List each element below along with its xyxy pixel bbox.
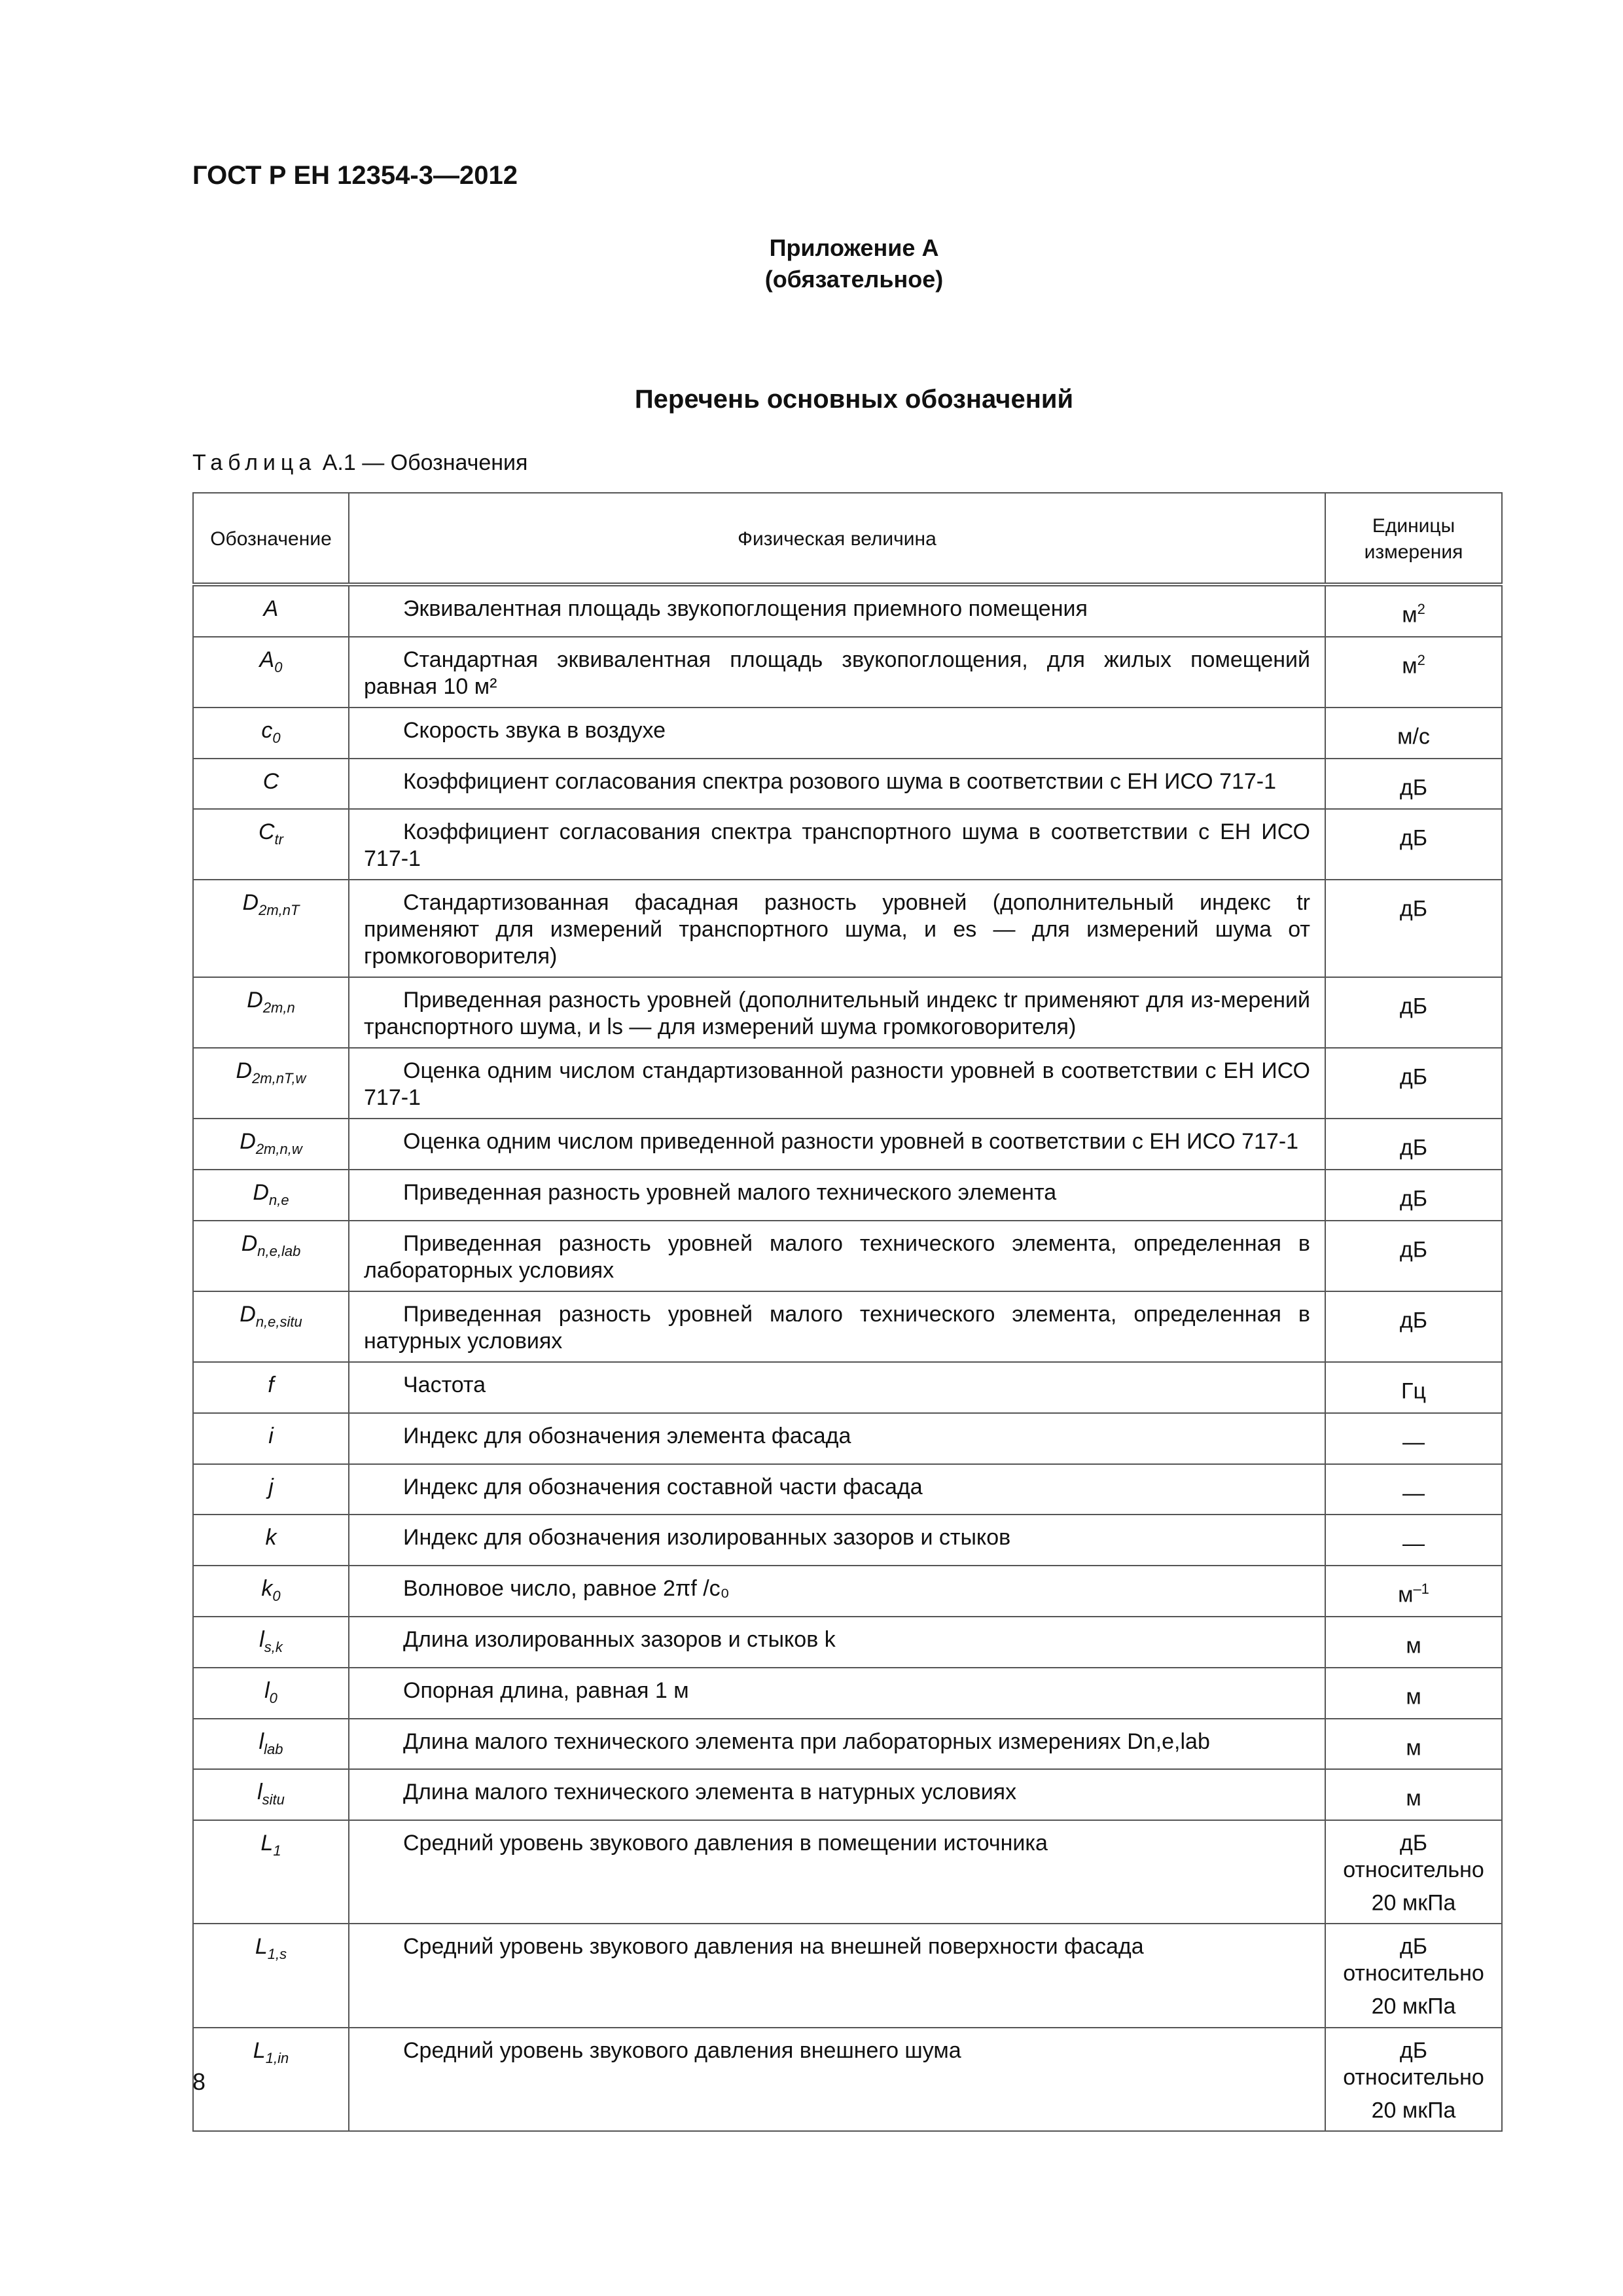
symbol-cell xyxy=(193,759,349,810)
symbol-letter: f xyxy=(268,1372,274,1397)
quantity-description: Скорость звука в воздухе xyxy=(403,717,666,743)
symbol-subscript: 1 xyxy=(273,1842,281,1859)
quantity-description: Оценка одним числом приведенной разности уровней в соответствии с ЕН ИСО 717-1 xyxy=(403,1129,1299,1155)
quantity-cell xyxy=(349,1464,1325,1515)
quantity-description: Коэффициент согласования спектра розового шума в соответствии с ЕН ИСО 717-1 xyxy=(403,768,1277,794)
quantity-cell xyxy=(349,1515,1325,1566)
quantity-description: Длина малого технического элемента в натурных условиях xyxy=(403,1780,1017,1805)
table-row xyxy=(193,1566,1502,1617)
symbol-cell xyxy=(193,1769,349,1820)
symbol-letter: D xyxy=(236,1058,253,1084)
symbol-letter: l xyxy=(259,1626,264,1652)
quantity-cell xyxy=(349,880,1325,977)
unit-cell xyxy=(1325,637,1502,708)
table-row xyxy=(193,1119,1502,1170)
quantity-cell xyxy=(349,1719,1325,1770)
symbol-cell xyxy=(193,1719,349,1770)
quantity-cell xyxy=(349,1668,1325,1719)
symbol-cell xyxy=(193,637,349,708)
symbol-subscript: 1,s xyxy=(267,1946,287,1963)
unit-cell xyxy=(1325,1617,1502,1668)
unit-value: дБ относительно 20 мкПа xyxy=(1343,1831,1484,1916)
page-number: 8 xyxy=(192,2068,206,2095)
quantity-description: Длина изолированных зазоров и стыков k xyxy=(403,1626,836,1652)
symbol-cell xyxy=(193,1924,349,2027)
symbol-cell xyxy=(193,1119,349,1170)
symbol-letter: L xyxy=(260,1831,274,1856)
unit-cell xyxy=(1325,584,1502,637)
symbol-cell xyxy=(193,1668,349,1719)
symbol-letter: D xyxy=(253,1180,269,1206)
quantity-cell xyxy=(349,1566,1325,1617)
unit-value: м xyxy=(1402,602,1418,628)
symbol-subscript: 0 xyxy=(274,658,283,675)
symbol-cell xyxy=(193,1566,349,1617)
unit-cell xyxy=(1325,1924,1502,2027)
symbol-cell xyxy=(193,977,349,1048)
quantity-cell xyxy=(349,1170,1325,1221)
unit-cell xyxy=(1325,1668,1502,1719)
symbol-cell xyxy=(193,1617,349,1668)
unit-superscript: 2 xyxy=(1417,601,1425,617)
quantity-cell xyxy=(349,1924,1325,2027)
table-header xyxy=(193,493,1502,584)
table-row xyxy=(193,1464,1502,1515)
symbol-subscript: lab xyxy=(264,1740,283,1757)
unit-value: дБ xyxy=(1399,1186,1428,1211)
table-row xyxy=(193,1617,1502,1668)
unit-cell xyxy=(1325,708,1502,759)
symbol-cell xyxy=(193,1820,349,1924)
quantity-description: Приведенная разность уровней малого технического элемента xyxy=(403,1180,1057,1206)
table-row xyxy=(193,1413,1502,1464)
quantity-cell xyxy=(349,1048,1325,1119)
symbol-subscript: 0 xyxy=(269,1689,277,1706)
unit-value: — xyxy=(1402,1429,1425,1455)
unit-cell xyxy=(1325,880,1502,977)
table-row xyxy=(193,1291,1502,1362)
symbol-letter: L xyxy=(255,1934,268,1960)
unit-cell xyxy=(1325,1221,1502,1291)
unit-value: — xyxy=(1402,1480,1425,1505)
unit-value: м xyxy=(1406,1785,1421,1811)
unit-cell xyxy=(1325,1119,1502,1170)
unit-cell xyxy=(1325,1413,1502,1464)
symbol-letter: C xyxy=(258,819,275,845)
symbol-subscript: tr xyxy=(274,831,283,848)
unit-cell xyxy=(1325,1362,1502,1413)
symbol-letter: D xyxy=(242,890,259,916)
symbol-cell xyxy=(193,1170,349,1221)
symbol-cell xyxy=(193,1048,349,1119)
quantity-description: Средний уровень звукового давления на внешней поверхности фасада xyxy=(403,1934,1144,1960)
symbol-letter: D xyxy=(247,988,263,1013)
table-caption xyxy=(192,450,527,476)
unit-value: Гц xyxy=(1401,1378,1426,1404)
quantity-cell xyxy=(349,1413,1325,1464)
unit-value: м xyxy=(1406,1734,1421,1760)
symbol-subscript: s,k xyxy=(264,1638,283,1655)
unit-value: м xyxy=(1406,1684,1421,1710)
unit-cell xyxy=(1325,1291,1502,1362)
unit-value: дБ xyxy=(1399,994,1428,1019)
quantity-cell xyxy=(349,1291,1325,1362)
table-row xyxy=(193,809,1502,880)
quantity-description: Стандартизованная фасадная разность уровней (дополнительный индекс tr применяют для измерений транспортного шума, и es — для измерений шума от громкоговорителя) xyxy=(364,890,1310,969)
symbol-letter: L xyxy=(253,2037,266,2063)
symbol-cell xyxy=(193,1515,349,1566)
table-row xyxy=(193,977,1502,1048)
unit-value: м xyxy=(1402,653,1418,679)
symbol-letter: A xyxy=(263,596,279,621)
table-row xyxy=(193,880,1502,977)
symbol-cell xyxy=(193,2028,349,2131)
quantity-cell xyxy=(349,809,1325,880)
document-code: ГОСТ Р ЕН 12354-3—2012 xyxy=(192,161,518,190)
table-caption-label: Таблица xyxy=(192,450,317,475)
quantity-description: Эквивалентная площадь звукопоглощения приемного помещения xyxy=(403,596,1088,621)
table-row xyxy=(193,584,1502,637)
unit-superscript: 2 xyxy=(1417,651,1425,668)
section-title: Перечень основных обозначений xyxy=(634,385,1074,414)
unit-cell xyxy=(1325,1048,1502,1119)
symbols-table xyxy=(192,492,1503,2132)
unit-value: дБ относительно 20 мкПа xyxy=(1343,1934,1484,2019)
symbol-subscript: 2m,nT xyxy=(259,902,300,919)
quantity-description: Индекс для обозначения составной части фасада xyxy=(403,1474,923,1499)
symbol-subscript: situ xyxy=(262,1791,285,1808)
unit-value: дБ xyxy=(1399,1308,1428,1333)
table-row xyxy=(193,708,1502,759)
symbol-subscript: 2m,nT,w xyxy=(252,1070,306,1087)
unit-cell xyxy=(1325,1464,1502,1515)
table-header-row xyxy=(193,493,1502,584)
symbol-letter: j xyxy=(268,1474,274,1499)
unit-cell xyxy=(1325,809,1502,880)
symbol-cell xyxy=(193,1464,349,1515)
symbol-letter: D xyxy=(241,1230,258,1256)
symbol-cell xyxy=(193,1413,349,1464)
quantity-description: Средний уровень звукового давления в помещении источника xyxy=(403,1831,1048,1856)
quantity-cell xyxy=(349,584,1325,637)
unit-superscript: –1 xyxy=(1413,1581,1429,1598)
table-caption-number: А.1 — Обозначения xyxy=(316,450,528,475)
quantity-cell xyxy=(349,708,1325,759)
unit-cell xyxy=(1325,1820,1502,1924)
unit-cell xyxy=(1325,1719,1502,1770)
quantity-cell xyxy=(349,1617,1325,1668)
quantity-cell xyxy=(349,637,1325,708)
symbol-subscript: n,e,lab xyxy=(257,1242,301,1259)
unit-value: дБ xyxy=(1399,1064,1428,1090)
symbol-subscript: 1,in xyxy=(265,2049,289,2066)
quantity-cell xyxy=(349,977,1325,1048)
appendix-status: (обязательное) xyxy=(764,266,944,293)
quantity-description: Длина малого технического элемента при лабораторных измерениях Dn,e,lab xyxy=(403,1729,1210,1754)
table-row xyxy=(193,1221,1502,1291)
table-row xyxy=(193,1820,1502,1924)
symbol-letter: C xyxy=(262,768,279,794)
symbol-letter: A xyxy=(259,647,275,672)
symbol-letter: l xyxy=(264,1677,270,1703)
quantity-description: Оценка одним числом стандартизованной разности уровней в соответствии с ЕН ИСО 717-1 xyxy=(364,1058,1310,1111)
symbol-letter: l xyxy=(257,1780,262,1805)
quantity-cell xyxy=(349,1221,1325,1291)
header-quantity: Физическая величина xyxy=(349,493,1325,584)
symbol-subscript: n,e xyxy=(268,1191,289,1208)
header-units: Единицы измерения xyxy=(1325,493,1502,584)
symbol-letter: i xyxy=(268,1423,274,1448)
quantity-cell xyxy=(349,759,1325,810)
symbol-subscript: 0 xyxy=(272,1587,281,1604)
symbol-subscript: n,e,situ xyxy=(255,1313,302,1330)
unit-cell xyxy=(1325,1566,1502,1617)
symbol-letter: l xyxy=(259,1729,264,1754)
table-row xyxy=(193,2028,1502,2131)
unit-value: — xyxy=(1402,1531,1425,1556)
unit-cell xyxy=(1325,1170,1502,1221)
symbol-letter: D xyxy=(240,1129,256,1155)
quantity-cell xyxy=(349,1362,1325,1413)
unit-cell xyxy=(1325,2028,1502,2131)
unit-cell xyxy=(1325,977,1502,1048)
quantity-description: Опорная длина, равная 1 м xyxy=(403,1677,689,1703)
symbol-subscript: 2m,n xyxy=(262,999,295,1016)
quantity-description: Приведенная разность уровней (дополнительный индекс tr применяют для из-мерений транспортного шума, и ls — для измерений шума громкоговорителя) xyxy=(364,988,1310,1040)
quantity-cell xyxy=(349,1820,1325,1924)
table-row xyxy=(193,1515,1502,1566)
quantity-description: Приведенная разность уровней малого технического элемента, определенная в натурных условиях xyxy=(364,1301,1310,1354)
unit-value: м xyxy=(1406,1633,1421,1659)
table-row xyxy=(193,1362,1502,1413)
table-row xyxy=(193,1170,1502,1221)
symbol-cell xyxy=(193,584,349,637)
unit-value: дБ xyxy=(1399,774,1428,800)
table-row xyxy=(193,759,1502,810)
header-symbol: Обозначение xyxy=(193,493,349,584)
unit-value: дБ xyxy=(1399,1135,1428,1160)
unit-value: м xyxy=(1398,1582,1414,1607)
table-row xyxy=(193,1924,1502,2027)
table-body xyxy=(193,584,1502,2131)
appendix-heading xyxy=(0,232,1623,295)
table-row xyxy=(193,1668,1502,1719)
unit-cell xyxy=(1325,1515,1502,1566)
symbol-cell xyxy=(193,708,349,759)
quantity-description: Приведенная разность уровней малого технического элемента, определенная в лабораторных условиях xyxy=(364,1230,1310,1283)
quantity-cell xyxy=(349,2028,1325,2131)
symbol-subscript: 0 xyxy=(272,729,281,746)
quantity-description: Коэффициент согласования спектра транспортного шума в соответствии с ЕН ИСО 717-1 xyxy=(364,819,1310,872)
appendix-title: Приложение А xyxy=(769,234,939,261)
quantity-description: Индекс для обозначения изолированных зазоров и стыков xyxy=(403,1525,1011,1551)
unit-cell xyxy=(1325,759,1502,810)
symbol-letter: k xyxy=(265,1525,277,1551)
unit-value: дБ относительно 20 мкПа xyxy=(1343,2037,1484,2123)
unit-value: дБ xyxy=(1399,896,1428,922)
quantity-description: Стандартная эквивалентная площадь звукопоглощения, для жилых помещений равная 10 м² xyxy=(364,647,1310,699)
symbol-cell xyxy=(193,880,349,977)
table-row xyxy=(193,1048,1502,1119)
table-row xyxy=(193,1719,1502,1770)
quantity-description: Волновое число, равное 2πf /c₀ xyxy=(403,1576,730,1602)
unit-value: дБ xyxy=(1399,1237,1428,1263)
symbol-cell xyxy=(193,1362,349,1413)
symbol-cell xyxy=(193,809,349,880)
unit-value: дБ xyxy=(1399,825,1428,851)
symbol-letter: c xyxy=(261,717,273,743)
table-row xyxy=(193,637,1502,708)
symbol-subscript: 2m,n,w xyxy=(255,1141,302,1158)
unit-value: м/с xyxy=(1397,724,1430,749)
quantity-description: Средний уровень звукового давления внешнего шума xyxy=(403,2037,961,2063)
unit-cell xyxy=(1325,1769,1502,1820)
symbol-letter: k xyxy=(261,1576,273,1602)
quantity-cell xyxy=(349,1119,1325,1170)
quantity-cell xyxy=(349,1769,1325,1820)
symbol-cell xyxy=(193,1291,349,1362)
quantity-description: Частота xyxy=(403,1372,486,1397)
symbol-letter: D xyxy=(240,1301,256,1327)
table-row xyxy=(193,1769,1502,1820)
quantity-description: Индекс для обозначения элемента фасада xyxy=(403,1423,851,1448)
symbol-cell xyxy=(193,1221,349,1291)
